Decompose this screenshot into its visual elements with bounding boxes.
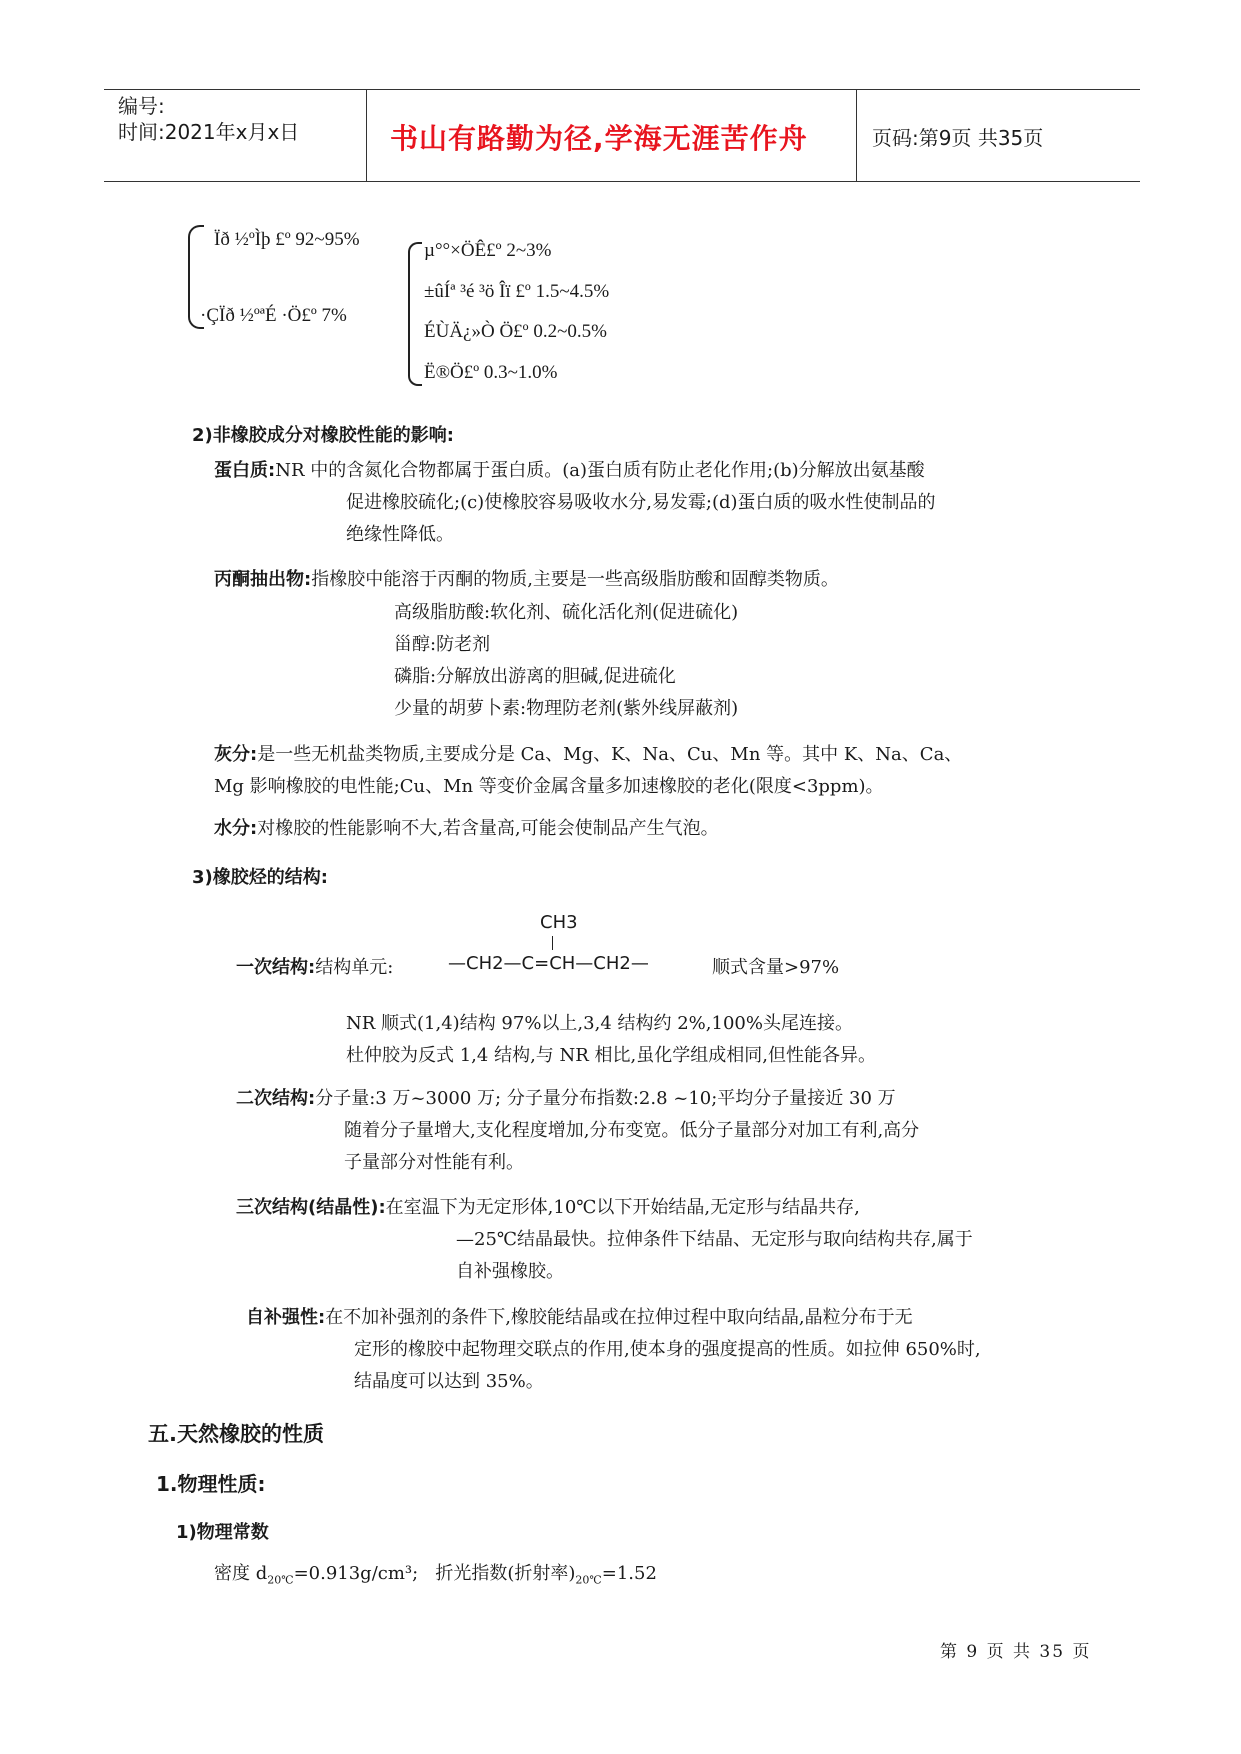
footer-page: 第 9 页 共 35 页	[940, 1642, 1092, 1662]
acetone-sub-2: 甾醇:防老剂	[394, 634, 491, 655]
tertiary-text-1: 在室温下为无定形体,10℃以下开始结晶,无定形与结晶共存,	[385, 1197, 860, 1218]
header-page-label: 页码:第9页 共35页	[872, 126, 1044, 150]
tertiary-line-1	[236, 1192, 860, 1224]
formula-ch3: CH3	[540, 912, 578, 933]
acetone-sub-4: 少量的胡萝卜素:物理防老剂(紫外线屏蔽剂)	[394, 698, 739, 719]
header-bottom-rule	[104, 181, 1140, 182]
water-term: 水分:	[214, 818, 258, 839]
protein-line-1	[214, 455, 925, 487]
tertiary-line-2: —25℃结晶最快。拉伸条件下结晶、无定形与取向结构共存,属于	[456, 1229, 973, 1250]
primary-cis: 顺式含量>97%	[712, 957, 840, 978]
protein-line-2: 促进橡胶硫化;(c)使橡胶容易吸收水分,易发霉;(d)蛋白质的吸水性使制品的	[346, 492, 936, 513]
secondary-term: 二次结构:	[236, 1088, 316, 1109]
protein-term: 蛋白质:	[214, 460, 276, 481]
refractive-label: 折光指数(折射率)	[435, 1563, 576, 1584]
tertiary-line-3: 自补强橡胶。	[456, 1261, 564, 1282]
formula-chain: —CH2—C=CH—CH2—	[448, 953, 649, 974]
secondary-line-3: 子量部分对性能有利。	[344, 1152, 524, 1173]
primary-label: 结构单元:	[315, 957, 394, 978]
primary-line-1: NR 顺式(1,4)结构 97%以上,3,4 结构约 2%,100%头尾连接。	[346, 1013, 853, 1034]
header-time-label: 时间:2021年x月x日	[118, 120, 300, 144]
section-2-heading: 2)非橡胶成分对橡胶性能的影响:	[192, 425, 454, 446]
formula-right-1: µ°°×ÖÊ£º 2~3%	[424, 240, 552, 261]
primary-line	[236, 952, 393, 984]
acetone-sub-1: 高级脂肪酸:软化剂、硫化活化剂(促进硫化)	[394, 602, 739, 623]
acetone-term: 丙酮抽出物:	[214, 569, 312, 590]
header-divider-left	[366, 89, 367, 181]
right-brace-icon	[408, 242, 422, 386]
physical-constants-line	[214, 1558, 657, 1597]
formula-left-2: ·ÇÏð ½ºªÉ ·Ö£º 7%	[200, 305, 347, 326]
acetone-sub-3: 磷脂:分解放出游离的胆碱,促进硫化	[394, 666, 676, 687]
water-line-1	[214, 813, 719, 845]
formula-right-4: Ë®Ö£º 0.3~1.0%	[424, 362, 558, 383]
selfreinf-line-1	[246, 1302, 913, 1334]
refractive-sub: 20℃	[575, 1573, 602, 1587]
secondary-line-1	[236, 1083, 896, 1115]
selfreinf-line-2: 定形的橡胶中起物理交联点的作用,使本身的强度提高的性质。如拉伸 650%时,	[354, 1339, 981, 1360]
protein-text-1: NR 中的含氮化合物都属于蛋白质。(a)蛋白质有防止老化作用;(b)分解放出氨基酸	[275, 460, 925, 481]
protein-line-3: 绝缘性降低。	[346, 524, 454, 545]
selfreinf-line-3: 结晶度可以达到 35%。	[354, 1371, 544, 1392]
density-label: 密度 d	[214, 1563, 268, 1584]
formula-bond-vertical	[552, 936, 553, 950]
formula-right-3: ÉÙÄ¿»Ò Ö£º 0.2~0.5%	[424, 321, 607, 342]
header-motto: 书山有路勤为径,学海无涯苦作舟	[390, 122, 808, 155]
selfreinf-term: 自补强性:	[246, 1307, 326, 1328]
refractive-value: =1.52	[601, 1563, 657, 1584]
section-5-heading: 五.天然橡胶的性质	[148, 1422, 324, 1446]
section-3-heading: 3)橡胶烃的结构:	[192, 867, 328, 888]
acetone-text-1: 指橡胶中能溶于丙酮的物质,主要是一些高级脂肪酸和固醇类物质。	[311, 569, 839, 590]
formula-right-2: ±ûÍª ³é ³ö Îï £º 1.5~4.5%	[424, 281, 610, 302]
selfreinf-text-1: 在不加补强剂的条件下,橡胶能结晶或在拉伸过程中取向结晶,晶粒分布于无	[325, 1307, 913, 1328]
section-5-1-heading: 1.物理性质:	[156, 1472, 266, 1496]
formula-left-1: Ïð ½ºÌþ £º 92~95%	[214, 229, 360, 250]
secondary-text-1: 分子量:3 万~3000 万; 分子量分布指数:2.8 ~10;平均分子量接近 30 万	[315, 1088, 896, 1109]
ash-line-2: Mg 影响橡胶的电性能;Cu、Mn 等变价金属含量多加速橡胶的老化(限度<3ppm)。	[214, 776, 884, 797]
header-number-label: 编号:	[118, 94, 165, 118]
header-top-rule	[104, 89, 1140, 90]
section-5-1-1-heading: 1)物理常数	[176, 1522, 269, 1543]
secondary-line-2: 随着分子量增大,支化程度增加,分布变宽。低分子量部分对加工有利,高分	[344, 1120, 920, 1141]
acetone-line-1	[214, 564, 839, 596]
primary-line-2: 杜仲胶为反式 1,4 结构,与 NR 相比,虽化学组成相同,但性能各异。	[346, 1045, 876, 1066]
primary-term: 一次结构:	[236, 957, 316, 978]
tertiary-term: 三次结构(结晶性):	[236, 1197, 386, 1218]
ash-line-1	[214, 739, 962, 771]
header-divider-right	[856, 89, 857, 181]
ash-text-1: 是一些无机盐类物质,主要成分是 Ca、Mg、K、Na、Cu、Mn 等。其中 K、Na、Ca、	[257, 744, 963, 765]
water-text-1: 对橡胶的性能影响不大,若含量高,可能会使制品产生气泡。	[257, 818, 719, 839]
density-sub: 20℃	[267, 1573, 294, 1587]
density-value: =0.913g/cm³;	[293, 1563, 419, 1584]
ash-term: 灰分:	[214, 744, 258, 765]
